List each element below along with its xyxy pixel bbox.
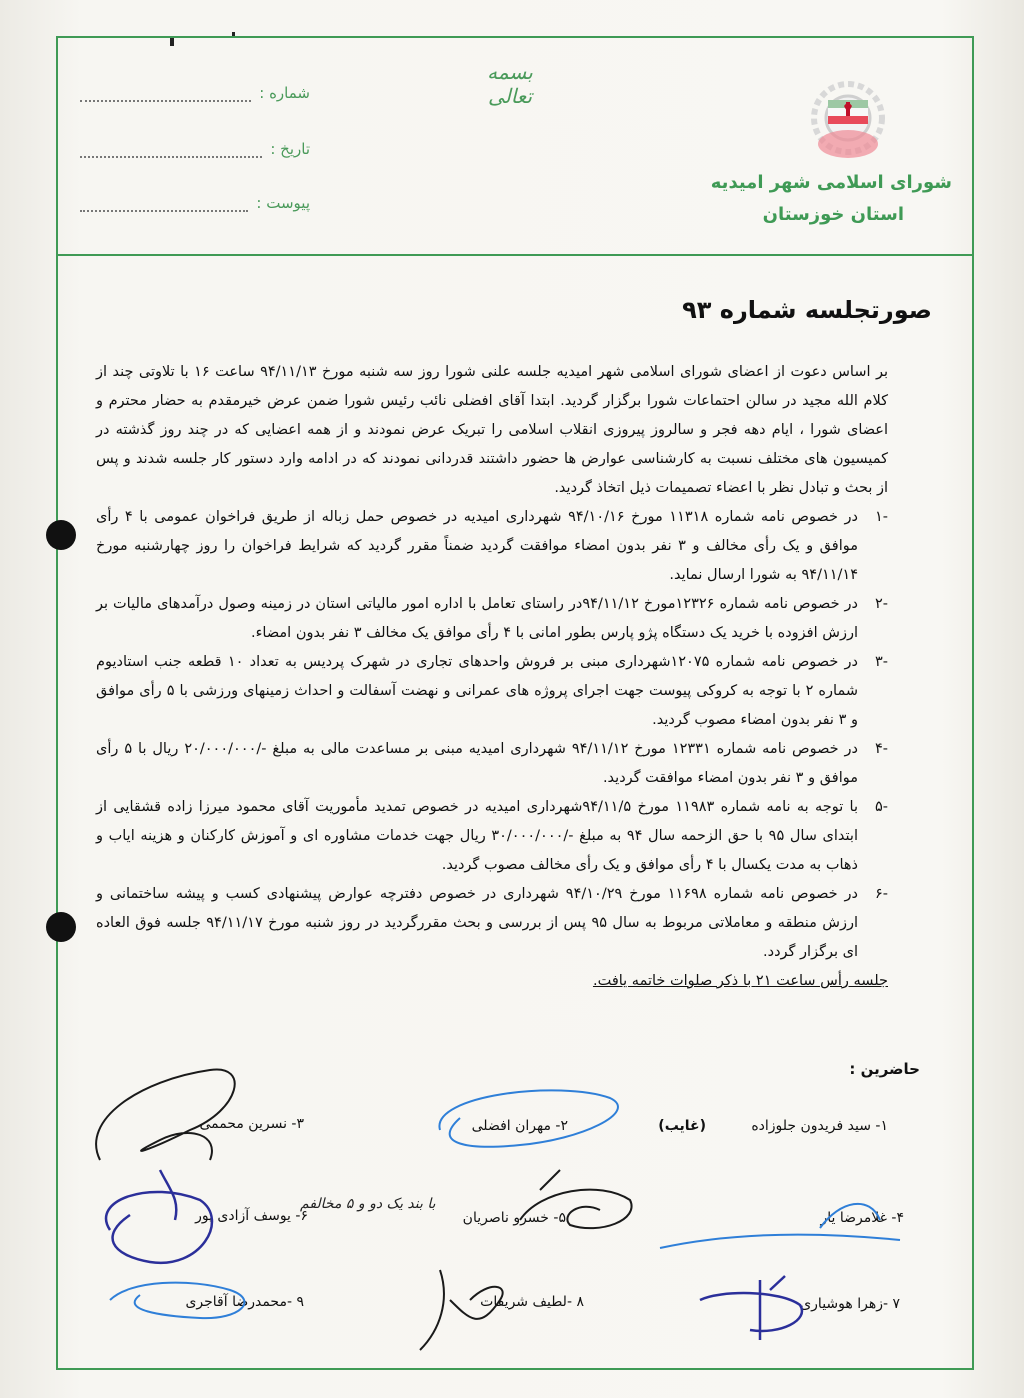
document-title: صورتجلسه شماره ۹۳ (682, 296, 932, 324)
attendee-1: ۱- سید فریدون جلوزاده (751, 1118, 888, 1134)
resolution-item (96, 880, 888, 967)
attendee-7: ۷ -زهرا هوشیاری (800, 1296, 900, 1312)
attendee-6: ۶- یوسف آزادی پور (195, 1208, 308, 1224)
attachment-dots (80, 198, 248, 212)
date-label: تاریخ : (270, 140, 310, 158)
attachment-label: پیوست : (256, 194, 310, 212)
item-number: -۳ (874, 654, 888, 670)
resolution-item (96, 793, 888, 880)
closing-line: جلسه رأس ساعت ۲۱ با ذکر صلوات خاتمه یافت. (592, 973, 888, 989)
date-field (80, 134, 310, 158)
attendee-9: ۹ -محمدرضا آقاجری (185, 1294, 304, 1310)
attendee-5: ۵- خسرو ناصریان (462, 1210, 566, 1226)
item-text: در خصوص نامه شماره ۱۲۰۷۵شهرداری مبنی بر فروش واحدهای تجاری در شهرک پردیس به تعداد ۱۰ قطعه جنب استادیوم شماره ۲ با توجه به کروکی پیوست جهت اجرای پروژه های عمرانی و نهضت آسفالت و احداث زمینهای ورزشی با ۵ رأی موافق و ۳ نفر بدون امضاء مصوب گردید. (96, 654, 858, 728)
item-number: -۱ (874, 509, 888, 525)
province-name: استان خوزستان (762, 204, 904, 225)
attendee-3: ۳- نسرین محممی (199, 1116, 304, 1132)
resolution-item (96, 735, 888, 793)
item-text: در خصوص نامه شماره ۱۱۶۹۸ مورخ ۹۴/۱۰/۲۹ شهرداری در خصوص دفترچه عوارض پیشنهادی کسب و پیشه ساختمانی و ارزش منطقه و معاملاتی مربوط به سال ۹۵ پس از بررسی و بحث مقررگردید در روز شنبه مورخ ۹۴/۱۱/۱۷ جلسه فوق العاده ای برگزار گردد. (96, 886, 858, 960)
item-number: -۲ (874, 596, 888, 612)
item-number: -۴ (874, 741, 888, 757)
punch-hole (46, 912, 76, 942)
number-label: شماره : (259, 84, 310, 102)
resolution-item (96, 590, 888, 648)
absent-badge: (غایب) (658, 1118, 706, 1134)
number-field (80, 78, 310, 102)
attendee-2: ۲- مهران افضلی (471, 1118, 568, 1134)
number-dots (80, 88, 251, 102)
basmala: بسمه تعالی (487, 60, 533, 108)
attendee-4: ۴- غلامرضا یار (820, 1210, 904, 1226)
council-emblem-icon (800, 78, 896, 170)
item-text: در خصوص نامه شماره ۱۱۳۱۸ مورخ ۹۴/۱۰/۱۶ شهرداری امیدیه در خصوص حمل زباله از طریق فراخوان عمومی با ۴ رأی موافق و یک رأی مخالف و ۳ نفر بدون امضاء موافقت گردید ضمناً مقرر گردید که شرایط فراخوان را روز چهارشنبه مورخ ۹۴/۱۱/۱۴ به شورا ارسال نماید. (96, 509, 858, 583)
minutes-body (96, 358, 888, 996)
item-number: -۶ (874, 886, 888, 902)
attachment-field (80, 188, 310, 212)
resolution-item (96, 648, 888, 735)
item-text: با توجه به نامه شماره ۱۱۹۸۳ مورخ ۹۴/۱۱/۵شهرداری امیدیه در خصوص تمدید مأموریت آقای محمود میرزا زاده قشقایی از ابتدای سال ۹۵ با حق الزحمه سال ۹۴ به مبلغ -/۳۰/۰۰۰/۰۰۰ ریال جهت خدمات مشاوره ای و آموزش کارکنان و هزینه ایاب و ذهاب به مدت یکسال با ۴ رأی موافق و یک رأی مخالف مصوب گردید. (96, 799, 859, 873)
resolution-item (96, 503, 888, 590)
item-text: در خصوص نامه شماره ۱۲۳۲۶مورخ ۹۴/۱۱/۱۲در راستای تعامل با اداره امور مالیاتی استان در زمینه وصول درآمدهای مالیات بر ارزش افزوده با خرید یک دستگاه پژو پارس بطور امانی با ۴ رأی موافق یک مخالف ۳ نفر بدون امضاء. (96, 596, 858, 641)
item-number: -۵ (874, 799, 888, 815)
header-divider (56, 254, 974, 256)
intro-paragraph: بر اساس دعوت از اعضای شورای اسلامی شهر امیدیه جلسه علنی شورا روز سه شنبه مورخ ۹۴/۱۱/۱۳ ساعت ۱۶ با تلاوتی چند از کلام الله مجید در سالن احتماعات شورا برگزار گردید. ابتدا آقای افضلی نائب رئیس شورا ضمن عرض خیرمقدم به حضار محترم و اعضای شورا ، ایام دهه فجر و سالروز پیروزی انقلاب اسلامی را تبریک عرض نمودند و از همه اعضایی که در چند روز گذشته در کمیسیون های مختلف نسبت به کارشناسی عوارض ها حضور داشتند قدردانی نمودند که در ادامه وارد دستور کار جلسه شدند و پس از بحث و تبادل نظر با اعضاء تصمیمات ذیل اتخاذ گردید. (96, 364, 888, 496)
punch-hole (46, 520, 76, 550)
attendees-title: حاضرین : (849, 1060, 920, 1078)
attendee-8: ۸ -لطیف شریفات (480, 1294, 584, 1310)
council-name: شورای اسلامی شهر امیدیه (710, 172, 952, 193)
handwritten-note: با بند یک دو و ۵ مخالفم (300, 1196, 436, 1212)
item-text: در خصوص نامه شماره ۱۲۳۳۱ مورخ ۹۴/۱۱/۱۲ شهرداری امیدیه مبنی بر مساعدت مالی به مبلغ -/۲۰/۰۰۰/۰۰۰ ریال با ۵ رأی موافق و ۳ نفر بدون امضاء موافقت گردید. (96, 741, 858, 786)
date-dots (80, 144, 262, 158)
